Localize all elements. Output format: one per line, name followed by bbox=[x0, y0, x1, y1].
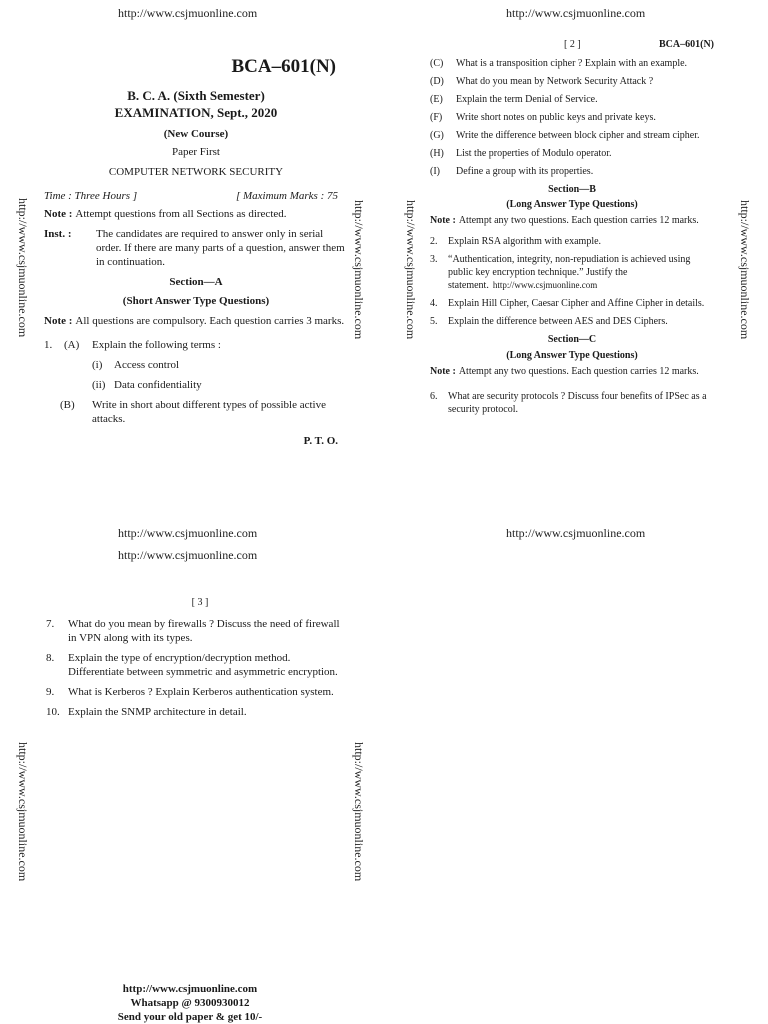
section-c-heading: Section—C bbox=[547, 334, 597, 345]
question-item bbox=[430, 297, 714, 310]
q6-text: What are security protocols ? Discuss four benefits of IPSec as a security protocol. bbox=[448, 391, 707, 415]
question-label: (H) bbox=[430, 148, 444, 159]
question-label: (F) bbox=[430, 112, 443, 123]
footer bbox=[100, 982, 280, 1024]
q1a-ii-text: Data confidentiality bbox=[114, 379, 202, 391]
inline-url: http://www.csjmuonline.com bbox=[492, 280, 598, 290]
page-2-code: BCA–601(N) bbox=[659, 39, 714, 50]
question-text bbox=[448, 235, 714, 248]
header-url-left: http://www.csjmuonline.com bbox=[118, 6, 258, 20]
question-label: 7. bbox=[46, 618, 55, 630]
time-label: Time : Three Hours ] bbox=[44, 190, 138, 202]
question-text bbox=[456, 93, 714, 106]
section-c-type: (Long Answer Type Questions) bbox=[506, 350, 638, 361]
new-course: (New Course) bbox=[163, 128, 229, 140]
question-item bbox=[430, 93, 714, 106]
section-a-heading: Section—A bbox=[169, 276, 223, 288]
section-b-type: (Long Answer Type Questions) bbox=[506, 199, 638, 210]
question-text-body: Explain the difference between AES and DES Ciphers. bbox=[448, 316, 668, 327]
question-item bbox=[430, 235, 714, 248]
page-2 bbox=[430, 38, 714, 416]
question-item bbox=[46, 617, 342, 645]
question-text-body: Explain RSA algorithm with example. bbox=[448, 236, 602, 247]
q6-number: 6. bbox=[430, 391, 438, 402]
question-text bbox=[68, 685, 342, 699]
middle-url-1: http://www.csjmuonline.com bbox=[118, 526, 258, 540]
q1a-i-label: (i) bbox=[92, 359, 103, 371]
question-label: (G) bbox=[430, 130, 444, 141]
question-label: 8. bbox=[46, 652, 55, 664]
question-text-body: Write short notes on public keys and private keys. bbox=[456, 112, 656, 123]
q1-number: 1. bbox=[44, 339, 53, 351]
q1a-text: Explain the following terms : bbox=[92, 339, 221, 351]
question-text-body: Explain Hill Cipher, Caesar Cipher and Affine Cipher in details. bbox=[448, 298, 705, 309]
question-text-body: Explain the SNMP architecture in detail. bbox=[68, 706, 247, 718]
paper-number: Paper First bbox=[172, 146, 220, 158]
note-c-label: Note : bbox=[430, 366, 456, 377]
question-text bbox=[68, 617, 342, 645]
question-text bbox=[456, 129, 714, 142]
question-item bbox=[430, 253, 714, 292]
note-c-text: Attempt any two questions. Each question carries 12 marks. bbox=[458, 366, 699, 377]
question-text-body: What is Kerberos ? Explain Kerberos authentication system. bbox=[68, 686, 334, 698]
question-text-body: What is a transposition cipher ? Explain with an example. bbox=[456, 58, 688, 69]
page-3-number: [ 3 ] bbox=[191, 597, 209, 608]
question-label: 9. bbox=[46, 686, 55, 698]
q1b-label: (B) bbox=[60, 399, 75, 411]
question-item bbox=[430, 147, 714, 160]
side-url: http://www.csjmuonline.com bbox=[16, 742, 30, 882]
page-2-number: [ 2 ] bbox=[564, 39, 581, 50]
question-item bbox=[430, 57, 714, 70]
question-text-body: Define a group with its properties. bbox=[456, 166, 594, 177]
side-url: http://www.csjmuonline.com bbox=[352, 200, 366, 340]
footer-url: http://www.csjmuonline.com bbox=[122, 983, 258, 995]
course-title: B. C. A. (Sixth Semester) bbox=[127, 88, 265, 103]
question-text-body: Explain the type of encryption/decryption method. Differentiate between symmetric and asymmetric encryption. bbox=[68, 652, 338, 678]
note-b-label: Note : bbox=[430, 215, 456, 226]
side-url: http://www.csjmuonline.com bbox=[738, 200, 752, 340]
question-item bbox=[46, 685, 342, 699]
question-text bbox=[456, 75, 714, 88]
question-text bbox=[68, 651, 342, 679]
question-label: 4. bbox=[430, 298, 438, 309]
inst-text: The candidates are required to answer only in serial order. If there are many parts of a question, answer them in continuation. bbox=[96, 228, 345, 268]
paper-code: BCA–601(N) bbox=[231, 56, 336, 77]
question-item bbox=[430, 165, 714, 178]
question-text bbox=[448, 253, 714, 292]
question-text bbox=[456, 165, 714, 178]
question-text-body: List the properties of Modulo operator. bbox=[456, 148, 612, 159]
section-note-text: All questions are compulsory. Each question carries 3 marks. bbox=[75, 315, 345, 327]
side-url: http://www.csjmuonline.com bbox=[16, 198, 30, 338]
question-text-body: What do you mean by firewalls ? Discuss the need of firewall in VPN along with its types. bbox=[68, 618, 340, 644]
exam-title: EXAMINATION, Sept., 2020 bbox=[114, 105, 278, 120]
question-text bbox=[456, 57, 714, 70]
question-text bbox=[448, 315, 714, 328]
question-label: (E) bbox=[430, 94, 443, 105]
question-label: 3. bbox=[430, 254, 438, 265]
question-text-body: Explain the term Denial of Service. bbox=[456, 94, 598, 105]
section-a-type: (Short Answer Type Questions) bbox=[122, 295, 270, 307]
question-item bbox=[430, 129, 714, 142]
question-label: (I) bbox=[430, 166, 440, 177]
side-url: http://www.csjmuonline.com bbox=[404, 200, 418, 340]
question-label: (D) bbox=[430, 76, 444, 87]
header-url-right: http://www.csjmuonline.com bbox=[506, 6, 646, 20]
side-url: http://www.csjmuonline.com bbox=[352, 742, 366, 882]
footer-offer: Send your old paper & get 10/- bbox=[117, 1011, 263, 1023]
max-marks: [ Maximum Marks : 75 bbox=[235, 190, 338, 202]
section-b-question-list bbox=[430, 235, 714, 328]
q1a-i-text: Access control bbox=[114, 359, 180, 371]
note-text: Attempt questions from all Sections as directed. bbox=[75, 208, 287, 220]
section-b-heading: Section—B bbox=[548, 184, 596, 195]
question-text bbox=[456, 111, 714, 124]
page-3 bbox=[46, 596, 342, 725]
pto: P. T. O. bbox=[303, 435, 338, 447]
q1b-text: Write in short about different types of possible active attacks. bbox=[92, 399, 326, 425]
question-label: 2. bbox=[430, 236, 438, 247]
question-text-body: What do you mean by Network Security Attack ? bbox=[456, 76, 654, 87]
question-text bbox=[456, 147, 714, 160]
question-item bbox=[430, 111, 714, 124]
page-2-bottom-url: http://www.csjmuonline.com bbox=[506, 526, 646, 540]
inst-label: Inst. : bbox=[44, 228, 72, 240]
question-label: 10. bbox=[46, 706, 60, 718]
footer-whatsapp: Whatsapp @ 9300930012 bbox=[130, 997, 250, 1009]
question-item bbox=[46, 651, 342, 679]
middle-url-2: http://www.csjmuonline.com bbox=[118, 548, 258, 562]
question-text-body: Write the difference between block cipher and stream cipher. bbox=[456, 130, 700, 141]
question-item bbox=[430, 315, 714, 328]
subject-title: COMPUTER NETWORK SECURITY bbox=[108, 166, 284, 178]
question-text bbox=[448, 297, 714, 310]
note-label: Note : bbox=[44, 208, 73, 220]
question-label: 5. bbox=[430, 316, 438, 327]
page-1 bbox=[44, 56, 348, 448]
section-note-label: Note : bbox=[44, 315, 73, 327]
page-3-question-list bbox=[46, 617, 342, 719]
question-text bbox=[68, 705, 342, 719]
question-label: (C) bbox=[430, 58, 444, 69]
q1a-ii-label: (ii) bbox=[92, 379, 106, 391]
q1a-label: (A) bbox=[64, 339, 80, 351]
short-question-list bbox=[430, 57, 714, 178]
question-item bbox=[430, 75, 714, 88]
question-text-body: “Authentication, integrity, non-repudiation is achieved using public key encryption technique.” Justify the statement. bbox=[448, 254, 691, 291]
note-b-text: Attempt any two questions. Each question carries 12 marks. bbox=[458, 215, 699, 226]
question-item bbox=[46, 705, 342, 719]
